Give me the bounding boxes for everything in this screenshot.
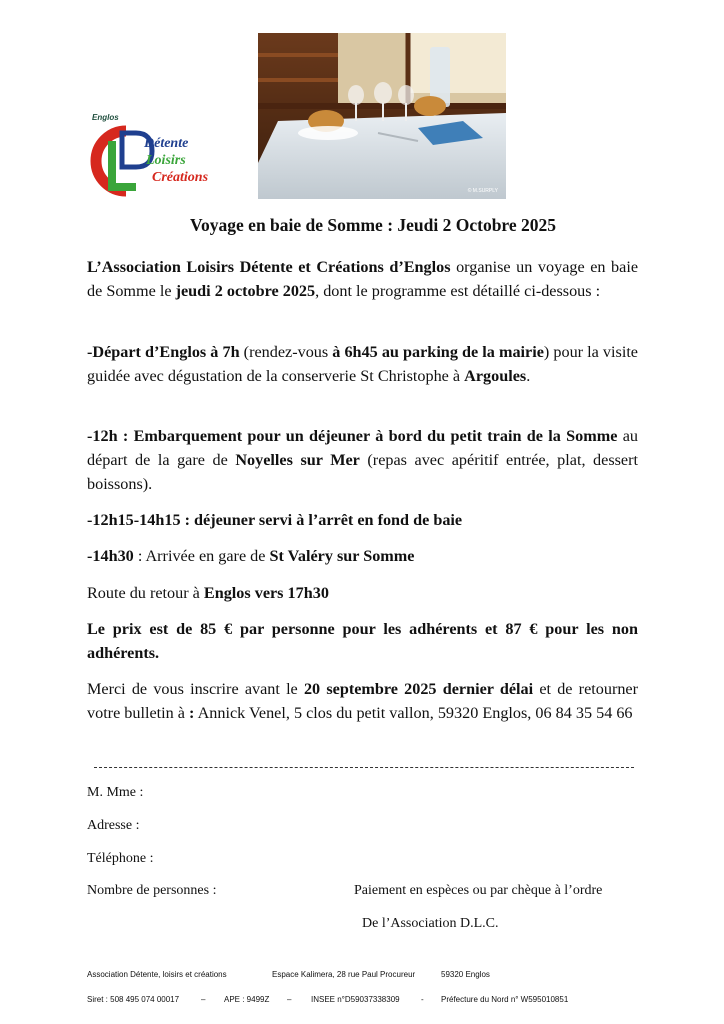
arrival-text: : Arrivée en gare de [133,547,270,565]
form-field-persons-label: Nombre de personnes : [87,883,217,898]
departure-text-3: . [526,367,531,385]
program-item-arrival [87,544,638,568]
contact-details: Annick Venel, 5 clos du petit vallon, 59320 Englos, 06 84 35 54 66 [194,704,633,722]
noyelles-station: Noyelles sur Mer [235,451,360,469]
form-field-name-label: M. Mme : [87,785,144,800]
departure-text-1: (rendez-vous [239,343,333,361]
form-field-address-label: Adresse : [87,818,140,833]
association-name: L’Association Loisirs Détente et Créations d’Englos [87,258,451,276]
restaurant-table-photo [258,33,506,199]
intro-paragraph [87,255,638,303]
cut-line-divider [94,767,634,768]
logo-town: Englos [92,113,119,122]
footer-separator: – [287,995,292,1004]
program-item-boarding [87,424,638,496]
boarding-text-2: (repas avec apéritif entrée, plat, dessert boissons). [87,451,638,493]
argoules-place: Argoules [464,367,527,385]
meeting-point: à 6h45 au parking de la mairie [332,343,544,361]
intro-text-2: , dont le programme est détaillé ci-dessous : [315,282,601,300]
departure-text-2: ) pour la visite guidée avec dégustation de la conserverie St Christophe à [87,343,638,385]
register-text-2: et de retourner votre bulletin à [87,680,638,722]
return-text: Route du retour à [87,584,204,602]
footer-separator: - [421,995,424,1004]
boarding-text-1: au départ de la gare de [87,427,638,469]
form-field-phone-label: Téléphone : [87,851,154,866]
association-logo [86,113,221,198]
intro-text-1: organise un voyage en baie de Somme le [87,258,639,300]
payment-payee: De l’Association D.L.C. [362,916,499,931]
register-text-1: Merci de vous inscrire avant le [87,680,304,698]
program-item-lunch [87,508,638,532]
boarding-time: -12h : Embarquement pour un déjeuner à bord du petit train de la Somme [87,427,618,445]
deadline-date: 20 septembre 2025 dernier délai [303,680,534,698]
footer-siret: Siret : 508 495 074 00017 [87,995,180,1004]
logo-word-detente: Détente [144,136,189,151]
photo-credit: © M.SURPLY [467,188,498,194]
return-time: Englos vers 17h30 [203,584,329,602]
footer-separator: – [201,995,206,1004]
page-title: Voyage en baie de Somme : Jeudi 2 Octobre 2025 [190,215,557,235]
register-colon: : [189,704,195,722]
payment-instructions: Paiement en espèces ou par chèque à l’ordre [354,883,603,898]
registration-paragraph [87,677,638,725]
footer-city: 59320 Englos [441,970,490,979]
footer-insee: INSEE n°D59037338309 [311,995,400,1004]
st-valery-station: St Valéry sur Somme [269,547,415,565]
logo-word-creations: Créations [152,170,209,185]
logo-word-loisirs: Loisirs [146,153,186,168]
footer-association: Association Détente, loisirs et créations [87,970,227,979]
departure-time: -Départ d’Englos à 7h [87,343,240,361]
program-item-return [87,581,638,605]
footer-ape: APE : 9499Z [224,995,270,1004]
program-item-departure [87,340,638,388]
footer-address: Espace Kalimera, 28 rue Paul Procureur [272,970,416,979]
trip-date: jeudi 2 octobre 2025 [175,282,316,300]
arrival-time: -14h30 [87,547,134,565]
price-paragraph: Le prix est de 85 € par personne pour les adhérents et 87 € pour les non adhérents. [87,620,638,662]
lunch-time: -12h15-14h15 : déjeuner servi à l’arrêt en fond de baie [87,511,463,529]
table-scene-graphic [258,33,506,199]
footer-prefecture: Préfecture du Nord n° W595010851 [441,995,569,1004]
